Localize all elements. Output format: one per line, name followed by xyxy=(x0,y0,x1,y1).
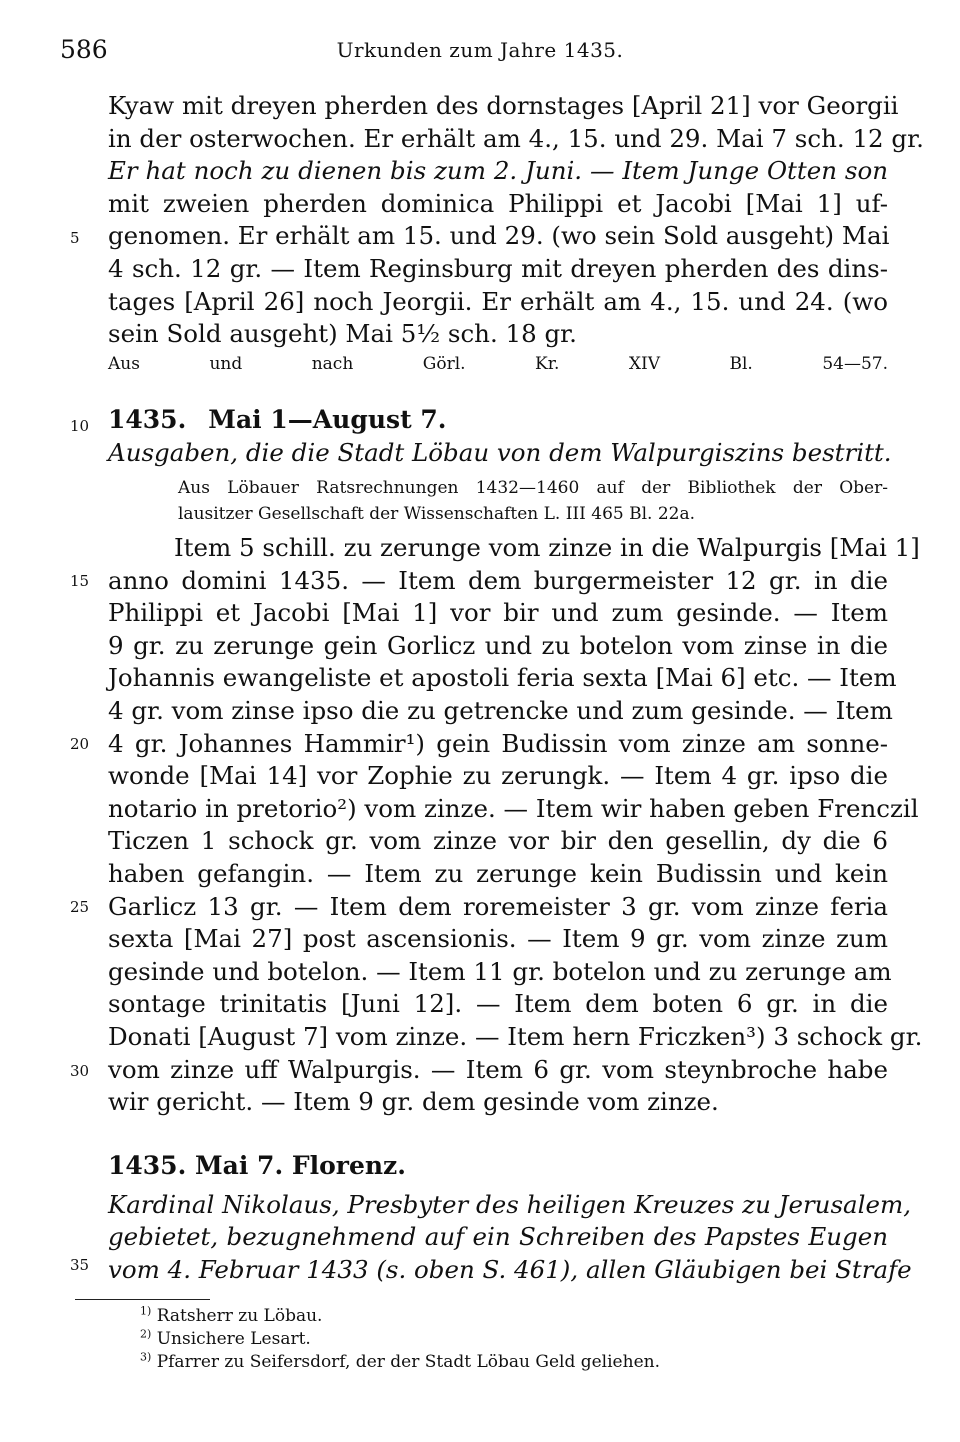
footnote-mark: 3) xyxy=(140,1350,152,1364)
doc1-text xyxy=(108,90,924,377)
page-header xyxy=(60,30,900,70)
doc-heading: 1435. Mai 7. Florenz. xyxy=(108,1151,406,1180)
footnote-mark: 2) xyxy=(140,1327,152,1341)
line-number: 35 xyxy=(70,1256,90,1274)
text-line: 4 gr. vom zinse ipso die zu getrencke und zum gesinde. — Item xyxy=(108,695,893,725)
text-line: wonde [Mai 14] vor Zophie zu zerungk. — Item 4 gr. ipso die xyxy=(108,761,888,791)
text-line: sein Sold ausgeht) Mai 5½ sch. 18 gr. xyxy=(108,319,577,349)
footnote-text: Unsichere Lesart. xyxy=(156,1329,311,1349)
text-line: Kardinal Nikolaus, Presbyter des heiligen Kreuzes zu Jerusalem, xyxy=(108,1189,911,1219)
footnote-rule xyxy=(75,1299,210,1300)
text-line: wir gericht. — Item 9 gr. dem gesinde vom zinze. xyxy=(108,1087,719,1117)
text-line: Item 5 schill. zu zerunge vom zinze in die Walpurgis [Mai 1] xyxy=(174,533,920,562)
text-line: sexta [Mai 27] post ascensionis. — Item 9 gr. vom zinze zum xyxy=(108,924,888,954)
text-line: gebietet, bezugnehmend auf ein Schreiben des Papstes Eugen xyxy=(108,1222,888,1252)
text-line: Kyaw mit dreyen pherden des dornstages [April 21] vor Georgii xyxy=(108,91,899,120)
doc-date-range: Mai 1—August 7. xyxy=(208,405,447,434)
doc2-text xyxy=(108,532,923,1119)
text-line: in der osterwochen. Er erhält am 4., 15. und 29. Mai 7 sch. 12 gr. xyxy=(108,123,924,153)
text-line: sontage trinitatis [Juni 12]. — Item dem boten 6 gr. in die xyxy=(108,989,888,1019)
line-number: 25 xyxy=(70,898,90,916)
text-line: vom zinze uff Walpurgis. — Item 6 gr. vom steynbroche habe xyxy=(108,1054,888,1084)
page-number: 586 xyxy=(60,35,108,64)
text-line: Ticzen 1 schock gr. vom zinze vor bir den gesellin, dy die 6 xyxy=(108,826,888,856)
text-line: Er hat noch zu dienen bis zum 2. Juni. — Item Junge Otten son xyxy=(108,156,888,186)
doc3 xyxy=(108,1150,912,1286)
text-line: gesinde und botelon. — Item 11 gr. botelon und zu zerunge am xyxy=(108,956,892,986)
text-line: haben gefangin. — Item zu zerunge kein Budissin und kein xyxy=(108,858,888,888)
text-line: Garlicz 13 gr. — Item dem roremeister 3 gr. vom zinze feria xyxy=(108,891,888,921)
source-note: Aus und nach Görl. Kr. XIV Bl. 54—57. xyxy=(108,353,888,374)
text-line: 4 sch. 12 gr. — Item Reginsburg mit dreyen pherden des dins- xyxy=(108,253,888,283)
line-number: 30 xyxy=(70,1062,90,1080)
footnote xyxy=(140,1348,660,1376)
line-number: 10 xyxy=(70,417,90,435)
text-line: tages [April 26] noch Jeorgii. Er erhält am 4., 15. und 24. (wo xyxy=(108,286,888,316)
text-line: Donati [August 7] vom zinze. — Item hern Friczken³) 3 schock gr. xyxy=(108,1021,923,1051)
doc-date: 1435. xyxy=(108,405,187,434)
text-line: 4 gr. Johannes Hammir¹) gein Budissin vom zinze am sonne- xyxy=(108,728,888,758)
source-note: Aus Löbauer Ratsrechnungen 1432—1460 auf der Bibliothek der Ober- xyxy=(178,478,888,499)
text-line: notario in pretorio²) vom zinze. — Item wir haben geben Frenczil xyxy=(108,793,919,823)
text-line: Philippi et Jacobi [Mai 1] vor bir und zum gesinde. — Item xyxy=(108,598,888,628)
text-line: mit zweien pherden dominica Philippi et Jacobi [Mai 1] uf- xyxy=(108,188,888,218)
text-line: vom 4. Februar 1433 (s. oben S. 461), allen Gläubigen bei Strafe xyxy=(108,1254,912,1284)
footnote-mark: 1) xyxy=(140,1304,152,1318)
text-line: genomen. Er erhält am 15. und 29. (wo sein Sold ausgeht) Mai xyxy=(108,221,890,251)
footnote-text: Ratsherr zu Löbau. xyxy=(156,1306,323,1326)
line-number: 15 xyxy=(70,572,90,590)
source-note: lausitzer Gesellschaft der Wissenschaften L. III 465 Bl. 22a. xyxy=(178,504,696,525)
text-line: Johannis ewangeliste et apostoli feria sexta [Mai 6] etc. — Item xyxy=(108,663,897,693)
running-title: Urkunden zum Jahre 1435. xyxy=(336,38,624,62)
text-line: anno domini 1435. — Item dem burgermeister 12 gr. in die xyxy=(108,565,888,595)
doc-summary: Ausgaben, die die Stadt Löbau von dem Walpurgiszins bestritt. xyxy=(108,437,892,467)
footnote-text: Pfarrer zu Seifersdorf, der der Stadt Löbau Geld geliehen. xyxy=(156,1352,660,1372)
doc-heading xyxy=(108,404,888,437)
line-number: 5 xyxy=(70,229,80,247)
line-number: 20 xyxy=(70,735,90,753)
text-line: 9 gr. zu zerunge gein Gorlicz und zu botelon vom zinse in die xyxy=(108,630,888,660)
doc2-heading xyxy=(108,404,892,527)
